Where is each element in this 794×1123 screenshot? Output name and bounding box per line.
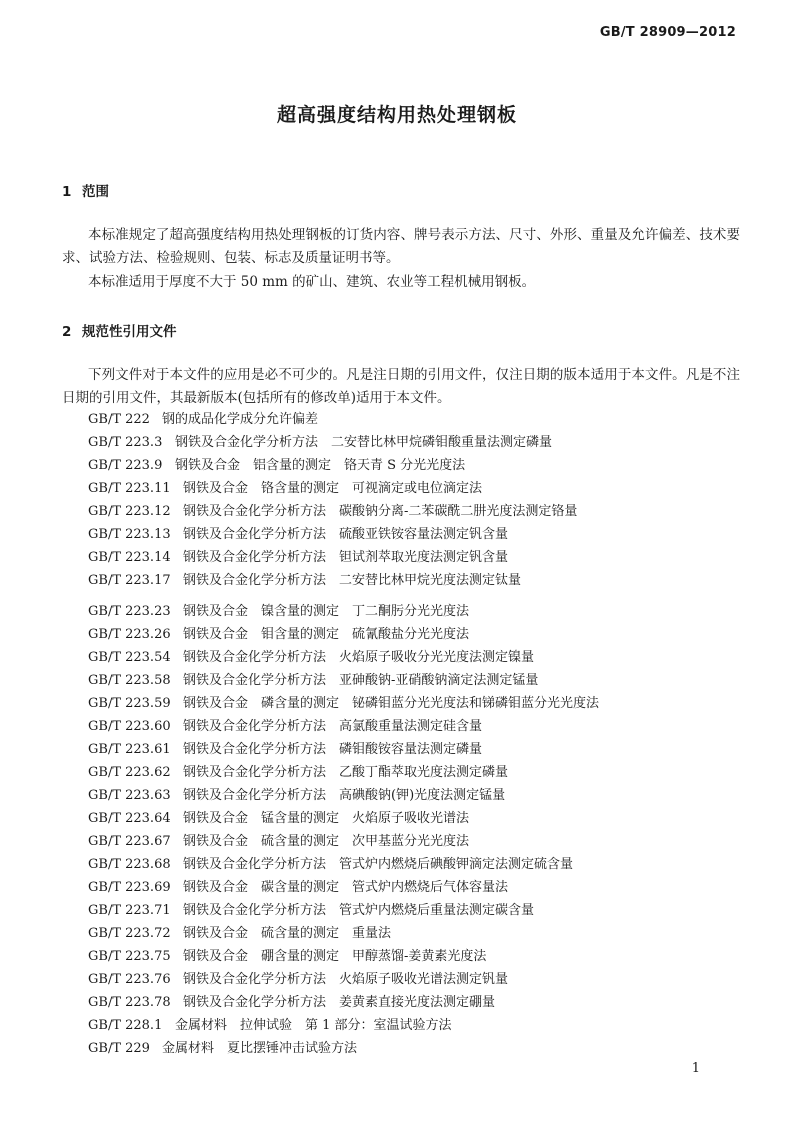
reference-code: GB/T 223.26 xyxy=(88,627,171,642)
reference-code: GB/T 229 xyxy=(88,1041,150,1056)
reference-code: GB/T 223.14 xyxy=(88,550,171,565)
section-number: 2 xyxy=(62,324,72,340)
reference-item xyxy=(88,900,534,922)
reference-item xyxy=(88,1038,357,1060)
reference-item xyxy=(88,693,599,715)
reference-item xyxy=(88,946,486,968)
reference-title: 钢铁及合金化学分析方法 火焰原子吸收分光光度法测定镍量 xyxy=(183,650,535,665)
reference-title: 钢的成品化学成分允许偏差 xyxy=(162,412,319,427)
reference-title: 钢铁及合金 硫含量的测定 次甲基蓝分光光度法 xyxy=(183,834,470,849)
reference-title: 钢铁及合金 磷含量的测定 铋磷钼蓝分光光度法和锑磷钼蓝分光光度法 xyxy=(183,696,600,711)
references-intro-paragraph: 下列文件对于本文件的应用是必不可少的。凡是注日期的引用文件，仅注日期的版本适用于本文件。凡是不注日期的引用文件，其最新版本(包括所有的修改单)适用于本文件。 xyxy=(62,367,740,406)
reference-title: 钢铁及合金化学分析方法 磷钼酸铵容量法测定磷量 xyxy=(183,742,483,757)
reference-item xyxy=(88,670,538,692)
section-title: 规范性引用文件 xyxy=(82,324,177,340)
reference-title: 钢铁及合金 硼含量的测定 甲醇蒸馏-姜黄素光度法 xyxy=(183,949,487,964)
reference-title: 钢铁及合金 铬含量的测定 可视滴定或电位滴定法 xyxy=(183,481,483,496)
reference-title: 钢铁及合金化学分析方法 高氯酸重量法测定硅含量 xyxy=(183,719,483,734)
section-heading-normative-references xyxy=(62,320,177,340)
reference-item xyxy=(88,647,534,669)
reference-code: GB/T 223.67 xyxy=(88,834,171,849)
reference-item xyxy=(88,831,469,853)
reference-title: 钢铁及合金 碳含量的测定 管式炉内燃烧后气体容量法 xyxy=(183,880,509,895)
reference-code: GB/T 223.58 xyxy=(88,673,171,688)
reference-item xyxy=(88,501,577,523)
document-title: 超高强度结构用热处理钢板 xyxy=(276,104,517,126)
reference-code: GB/T 223.68 xyxy=(88,857,171,872)
reference-item xyxy=(88,762,508,784)
reference-title: 钢铁及合金 锰含量的测定 火焰原子吸收光谱法 xyxy=(183,811,470,826)
reference-code: GB/T 223.12 xyxy=(88,504,171,519)
reference-code: GB/T 223.3 xyxy=(88,435,163,450)
reference-item xyxy=(88,808,469,830)
reference-item xyxy=(88,547,508,569)
reference-item xyxy=(88,923,391,945)
reference-title: 钢铁及合金化学分析方法 高碘酸钠(钾)光度法测定锰量 xyxy=(183,788,506,803)
reference-title: 钢铁及合金化学分析方法 管式炉内燃烧后碘酸钾滴定法测定硫含量 xyxy=(183,857,574,872)
reference-item xyxy=(88,785,505,807)
section-number: 1 xyxy=(62,184,72,200)
reference-item xyxy=(88,478,482,500)
reference-title: 钢铁及合金化学分析方法 乙酸丁酯萃取光度法测定磷量 xyxy=(183,765,509,780)
reference-code: GB/T 223.75 xyxy=(88,949,171,964)
scope-paragraph-2: 本标准适用于厚度不大于 50 mm 的矿山、建筑、农业等工程机械用钢板。 xyxy=(88,274,536,290)
reference-code: GB/T 223.61 xyxy=(88,742,171,757)
reference-code: GB/T 223.23 xyxy=(88,604,171,619)
reference-code: GB/T 223.59 xyxy=(88,696,171,711)
reference-title: 钢铁及合金化学分析方法 二安替比林甲烷光度法测定钛量 xyxy=(183,573,522,588)
reference-item xyxy=(88,877,508,899)
reference-item xyxy=(88,716,482,738)
reference-code: GB/T 223.63 xyxy=(88,788,171,803)
reference-code: GB/T 223.9 xyxy=(88,458,163,473)
reference-title: 钢铁及合金化学分析方法 火焰原子吸收光谱法测定钒量 xyxy=(183,972,509,987)
reference-title: 钢铁及合金 硫含量的测定 重量法 xyxy=(183,926,392,941)
reference-item xyxy=(88,455,465,477)
reference-item xyxy=(88,524,508,546)
page-number: 1 xyxy=(691,1061,700,1076)
reference-title: 钢铁及合金化学分析方法 硫酸亚铁铵容量法测定钒含量 xyxy=(183,527,509,542)
reference-code: GB/T 228.1 xyxy=(88,1018,163,1033)
reference-title: 金属材料 拉伸试验 第 1 部分：室温试验方法 xyxy=(175,1018,452,1033)
reference-title: 金属材料 夏比摆锤冲击试验方法 xyxy=(162,1041,358,1056)
reference-title: 钢铁及合金化学分析方法 亚砷酸钠-亚硝酸钠滴定法测定锰量 xyxy=(183,673,539,688)
reference-title: 钢铁及合金化学分析方法 管式炉内燃烧后重量法测定碳含量 xyxy=(183,903,535,918)
reference-code: GB/T 223.62 xyxy=(88,765,171,780)
reference-title: 钢铁及合金 镍含量的测定 丁二酮肟分光光度法 xyxy=(183,604,470,619)
section-title: 范围 xyxy=(82,184,109,200)
scope-paragraph-1: 本标准规定了超高强度结构用热处理钢板的订货内容、牌号表示方法、尺寸、外形、重量及允许偏差、技术要求、试验方法、检验规则、包装、标志及质量证明书等。 xyxy=(62,227,740,266)
reference-item xyxy=(88,601,469,623)
reference-code: GB/T 223.76 xyxy=(88,972,171,987)
reference-title: 钢铁及合金化学分析方法 钽试剂萃取光度法测定钒含量 xyxy=(183,550,509,565)
reference-title: 钢铁及合金化学分析方法 二安替比林甲烷磷钼酸重量法测定磷量 xyxy=(175,435,553,450)
reference-code: GB/T 222 xyxy=(88,412,150,427)
reference-item xyxy=(88,992,495,1014)
reference-item xyxy=(88,432,552,454)
reference-item xyxy=(88,969,508,991)
reference-code: GB/T 223.64 xyxy=(88,811,171,826)
standard-code: GB/T 28909—2012 xyxy=(599,25,736,40)
reference-code: GB/T 223.78 xyxy=(88,995,171,1010)
reference-item xyxy=(88,739,482,761)
reference-code: GB/T 223.11 xyxy=(88,481,171,496)
reference-item xyxy=(88,409,318,431)
reference-code: GB/T 223.13 xyxy=(88,527,171,542)
reference-title: 钢铁及合金化学分析方法 碳酸钠分离-二苯碳酰二肼光度法测定铬量 xyxy=(183,504,578,519)
section-heading-scope xyxy=(62,180,109,200)
reference-code: GB/T 223.69 xyxy=(88,880,171,895)
reference-title: 钢铁及合金化学分析方法 姜黄素直接光度法测定硼量 xyxy=(183,995,496,1010)
reference-item xyxy=(88,570,521,592)
reference-code: GB/T 223.54 xyxy=(88,650,171,665)
reference-item xyxy=(88,854,573,876)
reference-code: GB/T 223.71 xyxy=(88,903,171,918)
reference-title: 钢铁及合金 铝含量的测定 铬天青 S 分光光度法 xyxy=(175,458,466,473)
reference-code: GB/T 223.17 xyxy=(88,573,171,588)
reference-item xyxy=(88,624,469,646)
reference-item xyxy=(88,1015,452,1037)
reference-code: GB/T 223.72 xyxy=(88,926,171,941)
reference-title: 钢铁及合金 钼含量的测定 硫氰酸盐分光光度法 xyxy=(183,627,470,642)
reference-code: GB/T 223.60 xyxy=(88,719,171,734)
